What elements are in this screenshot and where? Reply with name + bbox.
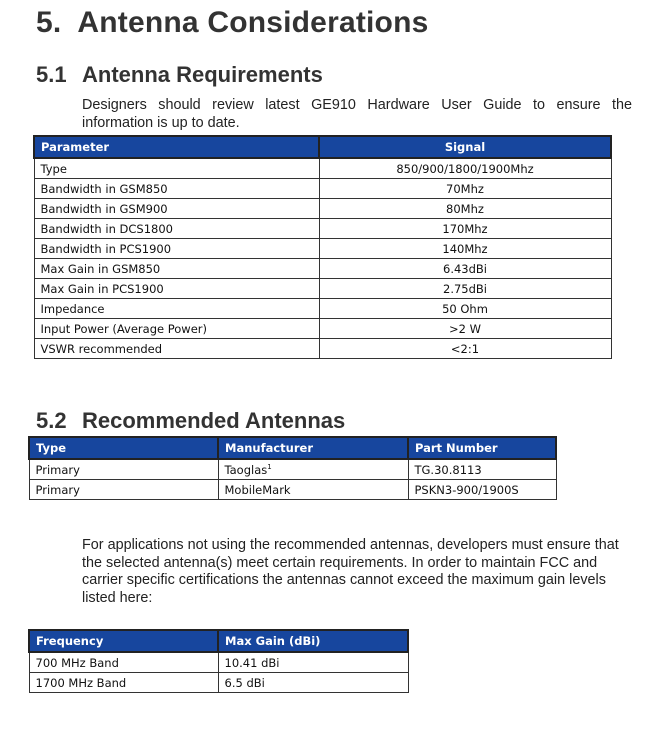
section-5-2-heading xyxy=(36,408,345,434)
manufacturer-cell xyxy=(218,459,408,480)
page-title xyxy=(36,6,429,40)
table-header-row xyxy=(29,630,408,652)
manufacturer-name: MobileMark xyxy=(224,482,291,497)
table-row xyxy=(34,199,611,219)
column-header-manufacturer: Manufacturer xyxy=(218,437,408,459)
type-cell: Primary xyxy=(29,459,218,480)
footnote-marker[interactable]: 1 xyxy=(267,462,272,471)
section-number: 5.2 xyxy=(36,408,67,433)
chapter-number: 5. xyxy=(36,6,62,39)
section-title: Recommended Antennas xyxy=(82,408,346,433)
table-row xyxy=(34,179,611,199)
table-header-row xyxy=(29,437,556,459)
parameter-cell: Bandwidth in GSM900 xyxy=(34,199,319,219)
signal-cell: 50 Ohm xyxy=(319,299,611,319)
signal-cell: >2 W xyxy=(319,319,611,339)
signal-cell: 6.43dBi xyxy=(319,259,611,279)
parameter-cell: Max Gain in GSM850 xyxy=(34,259,319,279)
section-5-1-heading xyxy=(36,62,323,88)
parameter-cell: Bandwidth in GSM850 xyxy=(34,179,319,199)
table-row xyxy=(29,459,556,480)
column-header-frequency: Frequency xyxy=(29,630,218,652)
parameter-cell: VSWR recommended xyxy=(34,339,319,359)
type-cell: Primary xyxy=(29,480,218,500)
frequency-cell: 700 MHz Band xyxy=(29,652,218,673)
parameter-cell: Max Gain in PCS1900 xyxy=(34,279,319,299)
column-header-part-number: Part Number xyxy=(408,437,556,459)
custom-antenna-note: For applications not using the recommended antennas, developers must ensure that the selected antenna(s) meet certain requirements. In order to maintain FCC and carrier specific certifications the antennas cannot exceed the maximum gain levels listed here: xyxy=(82,537,619,606)
parameter-cell: Bandwidth in PCS1900 xyxy=(34,239,319,259)
section-number: 5.1 xyxy=(36,62,67,87)
manufacturer-cell xyxy=(218,480,408,500)
parameter-cell: Impedance xyxy=(34,299,319,319)
table-row xyxy=(29,673,408,693)
parameter-cell: Bandwidth in DCS1800 xyxy=(34,219,319,239)
column-header-max-gain: Max Gain (dBi) xyxy=(218,630,408,652)
part-number-cell: TG.30.8113 xyxy=(408,459,556,480)
part-number-cell: PSKN3-900/1900S xyxy=(408,480,556,500)
signal-cell: 80Mhz xyxy=(319,199,611,219)
column-header-parameter: Parameter xyxy=(34,136,319,158)
table-row xyxy=(34,259,611,279)
signal-cell: 850/900/1800/1900Mhz xyxy=(319,158,611,179)
table-row xyxy=(34,299,611,319)
max-gain-cell: 6.5 dBi xyxy=(218,673,408,693)
manufacturer-name: Taoglas xyxy=(224,462,268,477)
column-header-type: Type xyxy=(29,437,218,459)
table-row xyxy=(34,279,611,299)
frequency-cell: 1700 MHz Band xyxy=(29,673,218,693)
table-row xyxy=(34,158,611,179)
signal-cell: <2:1 xyxy=(319,339,611,359)
table-row xyxy=(29,480,556,500)
parameter-cell: Input Power (Average Power) xyxy=(34,319,319,339)
table-row xyxy=(34,219,611,239)
signal-cell: 70Mhz xyxy=(319,179,611,199)
signal-cell: 140Mhz xyxy=(319,239,611,259)
table-row xyxy=(34,319,611,339)
requirements-intro: Designers should review latest GE910 Hardware User Guide to ensure the information is up to date. xyxy=(82,97,632,131)
table-row xyxy=(34,239,611,259)
parameter-cell: Type xyxy=(34,158,319,179)
table-header-row xyxy=(34,136,611,158)
section-title: Antenna Requirements xyxy=(82,62,323,87)
max-gain-cell: 10.41 dBi xyxy=(218,652,408,673)
signal-cell: 170Mhz xyxy=(319,219,611,239)
max-gain-table xyxy=(28,629,409,693)
antenna-requirements-table xyxy=(33,135,612,359)
column-header-signal: Signal xyxy=(319,136,611,158)
chapter-title: Antenna Considerations xyxy=(77,6,429,39)
recommended-antennas-table xyxy=(28,436,557,500)
table-row xyxy=(29,652,408,673)
signal-cell: 2.75dBi xyxy=(319,279,611,299)
table-row xyxy=(34,339,611,359)
